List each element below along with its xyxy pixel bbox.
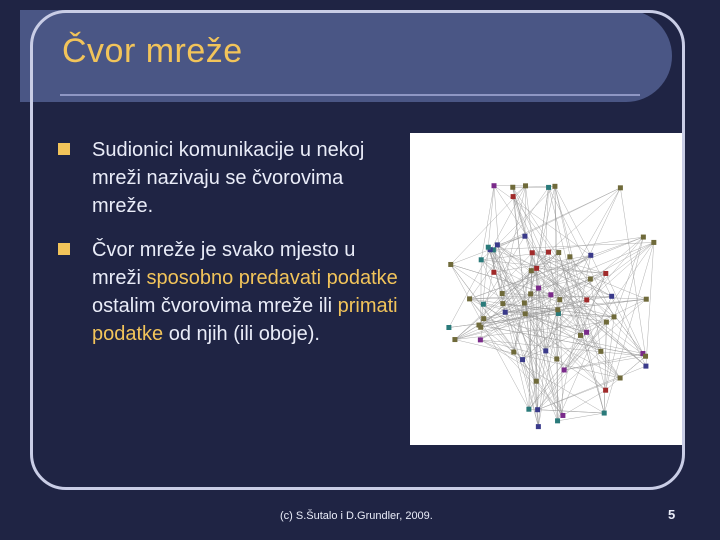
network-node (618, 185, 623, 190)
network-node (612, 314, 617, 319)
network-edge (525, 186, 526, 236)
network-edge (620, 188, 645, 356)
network-edge (480, 340, 645, 356)
network-edge (513, 187, 587, 300)
network-node (588, 277, 593, 282)
network-node (526, 407, 531, 412)
network-node (536, 286, 541, 291)
network-node (495, 242, 500, 247)
network-edge (549, 188, 621, 252)
network-node (534, 266, 539, 271)
bullet-square-icon (58, 143, 70, 155)
network-node (479, 257, 484, 262)
network-node (556, 250, 561, 255)
network-node (546, 185, 551, 190)
network-edge (494, 186, 502, 294)
network-node (548, 292, 553, 297)
network-node (500, 291, 505, 296)
network-edge (559, 253, 604, 414)
network-edges (449, 186, 654, 427)
network-edge (620, 356, 645, 378)
network-edge (484, 299, 647, 318)
footer-copyright: (c) S.Šutalo i D.Grundler, 2009. (280, 510, 433, 522)
network-node (588, 253, 593, 258)
network-node (602, 411, 607, 416)
network-node (481, 302, 486, 307)
network-node (522, 234, 527, 239)
network-edge (451, 264, 563, 415)
network-node (609, 294, 614, 299)
network-node (448, 262, 453, 267)
network-edge (604, 242, 654, 413)
bullet-item-1 (58, 136, 398, 220)
network-node (492, 183, 497, 188)
network-node (522, 300, 527, 305)
network-edge (555, 186, 591, 255)
network-node (534, 379, 539, 384)
network-node (651, 240, 656, 245)
network-node (503, 310, 508, 315)
network-node (535, 407, 540, 412)
network-node (536, 424, 541, 429)
network-edge (564, 332, 586, 370)
network-node (529, 268, 534, 273)
network-node (643, 354, 648, 359)
network-node (528, 291, 533, 296)
network-node (530, 250, 535, 255)
bullet-2-highlight-1: sposobno predavati podatke (146, 267, 398, 289)
network-node (478, 337, 483, 342)
network-node (557, 297, 562, 302)
bullet-list (58, 136, 398, 364)
network-node (546, 250, 551, 255)
network-node (520, 357, 525, 362)
network-node (552, 184, 557, 189)
bullet-2-text-part2: ostalim čvorovima mreže ili (92, 295, 338, 317)
network-node (446, 325, 451, 330)
network-node (543, 348, 548, 353)
network-node (510, 185, 515, 190)
bullet-2-text-part3: od njih (ili oboje). (163, 323, 320, 345)
network-node (555, 307, 560, 312)
bullet-item-2 (58, 236, 398, 348)
network-node (491, 270, 496, 275)
network-node (618, 375, 623, 380)
network-node (584, 297, 589, 302)
network-edge (538, 410, 605, 413)
network-node (523, 311, 528, 316)
network-edge (646, 242, 654, 366)
network-edge (538, 242, 654, 409)
bullet-2-text-part1: Čvor mreže je svako mjesto u mreži (92, 239, 356, 289)
network-node (562, 367, 567, 372)
network-graph-image (410, 133, 682, 445)
network-node (523, 183, 528, 188)
network-edge (455, 273, 606, 339)
network-node (604, 320, 609, 325)
network-node (641, 235, 646, 240)
network-node (511, 194, 516, 199)
network-node (578, 333, 583, 338)
network-graph-svg (410, 133, 682, 445)
network-node (452, 337, 457, 342)
network-node (467, 296, 472, 301)
network-node (584, 330, 589, 335)
network-node (644, 297, 649, 302)
network-node (598, 349, 603, 354)
network-edge (537, 268, 646, 366)
bullet-square-icon (58, 243, 70, 255)
bullet-2-highlight-2: primati podatke (92, 295, 398, 345)
network-node (500, 301, 505, 306)
network-node (555, 418, 560, 423)
bullet-1-text: Sudionici komunikacije u nekoj mreži nazivaju se čvorovima mreže. (92, 139, 365, 217)
slide-title: Čvor mreže (62, 32, 243, 70)
network-node (481, 316, 486, 321)
network-node (554, 356, 559, 361)
network-node (603, 271, 608, 276)
network-edge (558, 237, 644, 310)
network-edge (455, 340, 620, 378)
network-edge (604, 322, 606, 413)
network-node (560, 413, 565, 418)
network-node (567, 254, 572, 259)
network-node (478, 325, 483, 330)
network-node (511, 350, 516, 355)
network-node (603, 388, 608, 393)
page-number: 5 (668, 507, 676, 522)
network-edge (614, 237, 643, 317)
network-node (486, 245, 491, 250)
network-node (643, 364, 648, 369)
